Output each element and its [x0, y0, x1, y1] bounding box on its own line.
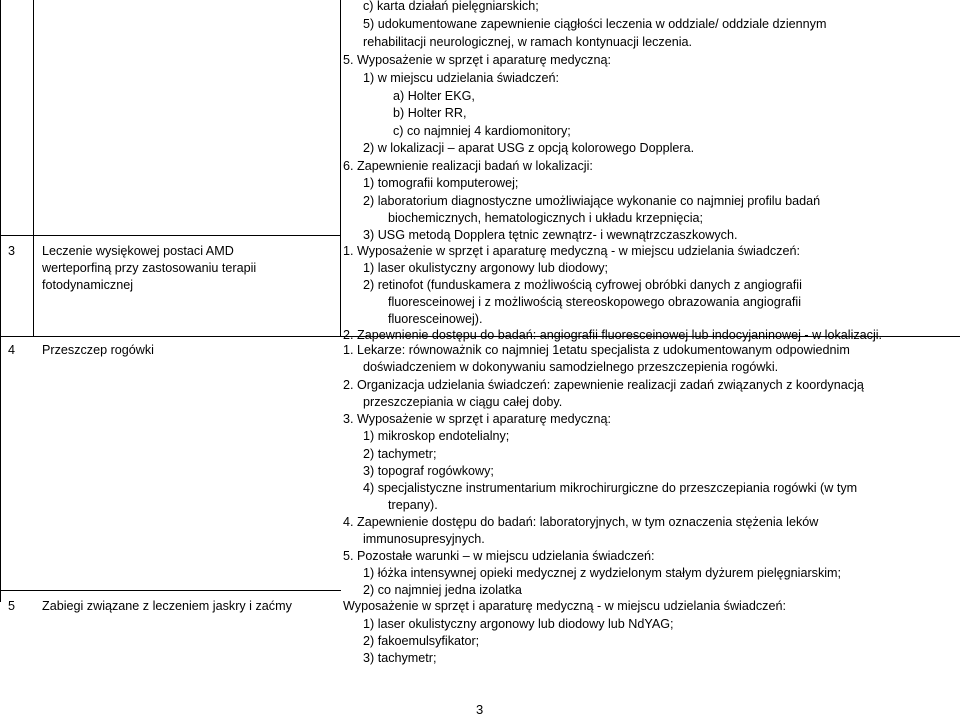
- text-line: przeszczepiania w ciągu całej doby.: [363, 395, 563, 409]
- text-line: 1) laser okulistyczny argonowy lub diodowy;: [363, 261, 608, 275]
- text-line: doświadczeniem w dokonywaniu samodzielnego przeszczepienia rogówki.: [363, 360, 779, 374]
- text-line: a) Holter EKG,: [393, 89, 475, 103]
- text-line: 3. Wyposażenie w sprzęt i aparaturę medyczną:: [343, 412, 611, 426]
- text-line: fluoresceinowej).: [388, 312, 483, 326]
- text-line: rehabilitacji neurologicznej, w ramach kontynuacji leczenia.: [363, 35, 693, 49]
- text-line: 5) udokumentowane zapewnienie ciągłości leczenia w oddziale/ oddziale dziennym: [363, 17, 827, 31]
- text-line: 2) tachymetr;: [363, 447, 437, 461]
- row-title: werteporfiną przy zastosowaniu terapii: [42, 261, 257, 275]
- text-line: c) karta działań pielęgniarskich;: [363, 0, 539, 13]
- page-number: 3: [476, 702, 484, 717]
- text-line: 1) tomografii komputerowej;: [363, 176, 519, 190]
- text-line: 3) topograf rogówkowy;: [363, 464, 494, 478]
- text-line: 2) retinofot (funduskamera z możliwością cyfrowej obróbki danych z angiografii: [363, 278, 802, 292]
- text-line: 5. Pozostałe warunki – w miejscu udzielania świadczeń:: [343, 549, 655, 563]
- text-line: 2. Organizacja udzielania świadczeń: zapewnienie realizacji zadań związanych z koordynacją: [343, 378, 864, 392]
- row-title: fotodynamicznej: [42, 278, 134, 292]
- text-line: trepany).: [388, 498, 438, 512]
- text-line: 2) w lokalizacji – aparat USG z opcją kolorowego Dopplera.: [363, 141, 695, 155]
- text-line: 4. Zapewnienie dostępu do badań: laboratoryjnych, w tym oznaczenia stężenia leków: [343, 515, 819, 529]
- text-line: 1. Wyposażenie w sprzęt i aparaturę medyczną - w miejscu udzielania świadczeń:: [343, 244, 800, 258]
- table-row-divider: [0, 590, 341, 591]
- text-line: immunosupresyjnych.: [363, 532, 485, 546]
- table-col-divider: [33, 0, 34, 336]
- text-line: 2) co najmniej jedna izolatka: [363, 583, 522, 597]
- table-border-left: [0, 0, 1, 602]
- table-col-divider-2: [340, 0, 341, 336]
- row-title: Leczenie wysiękowej postaci AMD: [42, 244, 234, 258]
- row-number: 4: [8, 343, 16, 357]
- text-line: 5. Wyposażenie w sprzęt i aparaturę medyczną:: [343, 53, 611, 67]
- row-title: Zabiegi związane z leczeniem jaskry i zaćmy: [42, 599, 292, 613]
- text-line: Wyposażenie w sprzęt i aparaturę medyczną - w miejscu udzielania świadczeń:: [343, 599, 786, 613]
- row-title: Przeszczep rogówki: [42, 343, 154, 357]
- text-line: 3) tachymetr;: [363, 651, 437, 665]
- text-line: 2) laboratorium diagnostyczne umożliwiające wykonanie co najmniej profilu badań: [363, 194, 821, 208]
- table-row-divider: [0, 235, 341, 236]
- text-line: 2. Zapewnienie dostępu do badań: angiografii fluoresceinowej lub indocyjaninowej - w lokalizacji.: [343, 328, 883, 342]
- text-line: 2) fakoemulsyfikator;: [363, 634, 480, 648]
- text-line: 1) laser okulistyczny argonowy lub diodowy lub NdYAG;: [363, 617, 674, 631]
- text-line: 1. Lekarze: równoważnik co najmniej 1etatu specjalista z udokumentowanym odpowiednim: [343, 343, 850, 357]
- text-line: biochemicznych, hematologicznych i układu krzepnięcia;: [388, 211, 704, 225]
- text-line: b) Holter RR,: [393, 106, 467, 120]
- text-line: c) co najmniej 4 kardiomonitory;: [393, 124, 571, 138]
- row-number: 3: [8, 244, 16, 258]
- text-line: fluoresceinowej i z możliwością stereoskopowego obrazowania angiografii: [388, 295, 802, 309]
- text-line: 1) w miejscu udzielania świadczeń:: [363, 71, 559, 85]
- text-line: 1) mikroskop endotelialny;: [363, 429, 510, 443]
- text-line: 1) łóżka intensywnej opieki medycznej z wydzielonym stałym dyżurem pielęgniarskim;: [363, 566, 842, 580]
- text-line: 6. Zapewnienie realizacji badań w lokalizacji:: [343, 159, 593, 173]
- text-line: 4) specjalistyczne instrumentarium mikrochirurgiczne do przeszczepiania rogówki (w tym: [363, 481, 858, 495]
- row-number: 5: [8, 599, 16, 613]
- text-line: 3) USG metodą Dopplera tętnic zewnątrz- i wewnątrzczaszkowych.: [363, 228, 738, 242]
